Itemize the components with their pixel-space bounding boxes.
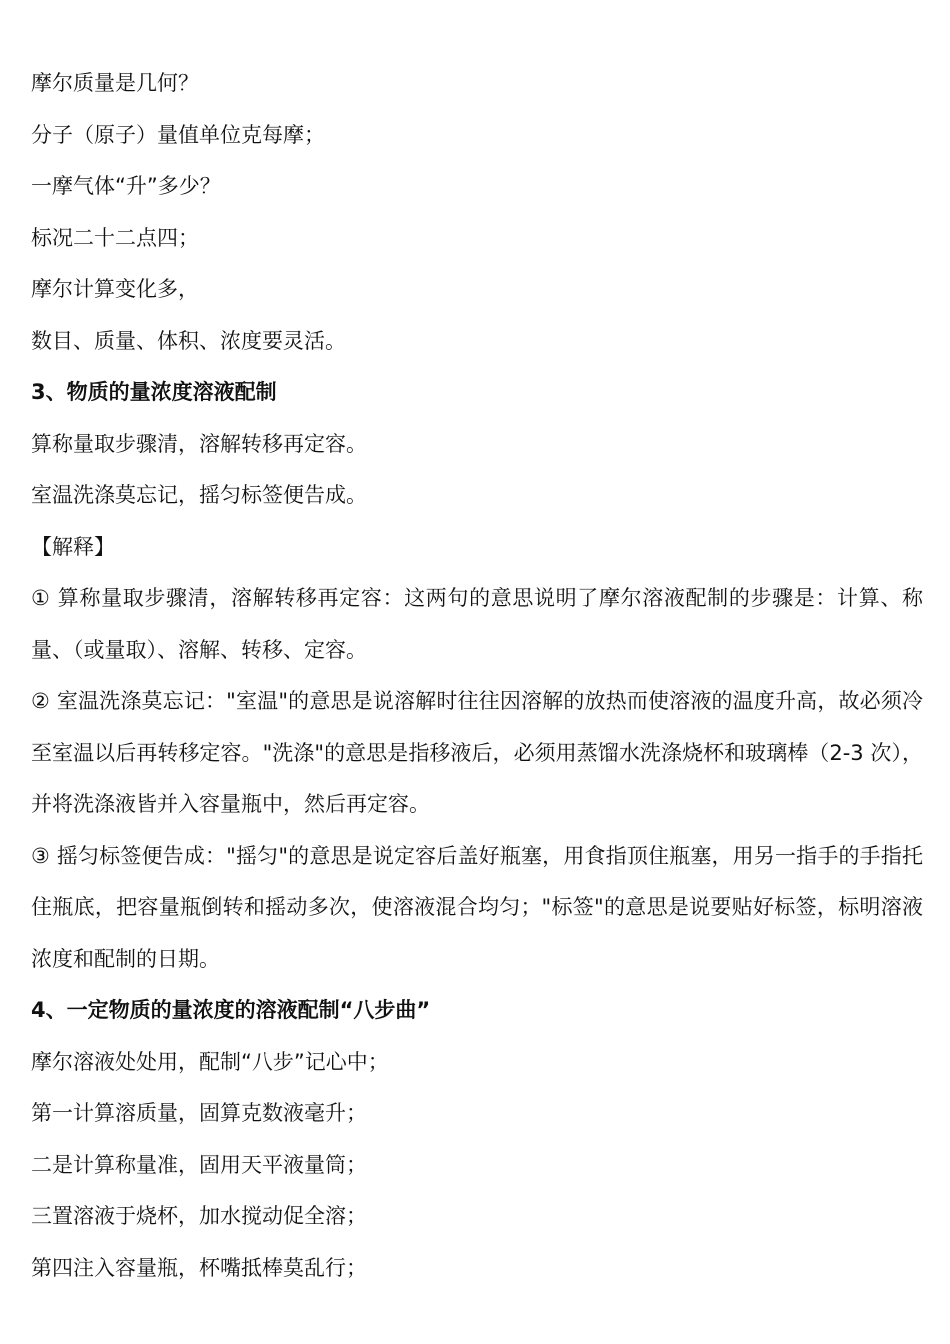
document-body	[31, 58, 923, 1294]
verse-line: 第四注入容量瓶，杯嘴抵棒莫乱行；	[31, 1255, 367, 1280]
explanation-paragraph: ② 室温洗涤莫忘记："室温"的意思是说溶解时往往因溶解的放热而使溶液的温度升高，故必须冷至室温以后再转移定容。"洗涤"的意思是指移液后，必须用蒸馏水洗涤烧杯和玻璃棒（2-3 次），并将洗涤液皆并入容量瓶中，然后再定容。	[31, 689, 923, 816]
verse-line: 摩尔溶液处处用，配制“八步”记心中；	[31, 1049, 389, 1074]
verse-line: 标况二十二点四；	[31, 225, 199, 250]
section-heading: 3、物质的量浓度溶液配制	[31, 380, 277, 404]
verse-line: 第一计算溶质量，固算克数液毫升；	[31, 1101, 367, 1125]
verse-line: 摩尔质量是几何？	[31, 71, 199, 95]
verse-line: 室温洗涤莫忘记，摇匀标签便告成。	[31, 483, 367, 507]
verse-line: 二是计算称量准，固用天平液量筒；	[31, 1152, 367, 1177]
verse-line: 数目、质量、体积、浓度要灵活。	[31, 328, 346, 353]
explanation-paragraph: ③ 摇匀标签便告成："摇匀"的意思是说定容后盖好瓶塞，用食指顶住瓶塞，用另一指手的手指托住瓶底，把容量瓶倒转和摇动多次，使溶液混合均匀；"标签"的意思是说要贴好标签，标明溶液浓度和配制的日期。	[31, 843, 923, 971]
explanation-paragraph: ① 算称量取步骤清，溶解转移再定容：这两句的意思说明了摩尔溶液配制的步骤是：计算、称量、（或量取）、溶解、转移、定容。	[31, 586, 923, 662]
verse-line: 摩尔计算变化多，	[31, 277, 199, 301]
verse-line: 分子（原子）量值单位克每摩；	[31, 122, 325, 147]
section-heading: 4、一定物质的量浓度的溶液配制“八步曲”	[31, 998, 431, 1022]
verse-line: 三置溶液于烧杯，加水搅动促全溶；	[31, 1204, 367, 1228]
verse-line: 一摩气体“升”多少？	[31, 174, 221, 198]
explanation-label: 【解释】	[31, 534, 115, 559]
verse-line: 算称量取步骤清，溶解转移再定容。	[31, 431, 367, 456]
